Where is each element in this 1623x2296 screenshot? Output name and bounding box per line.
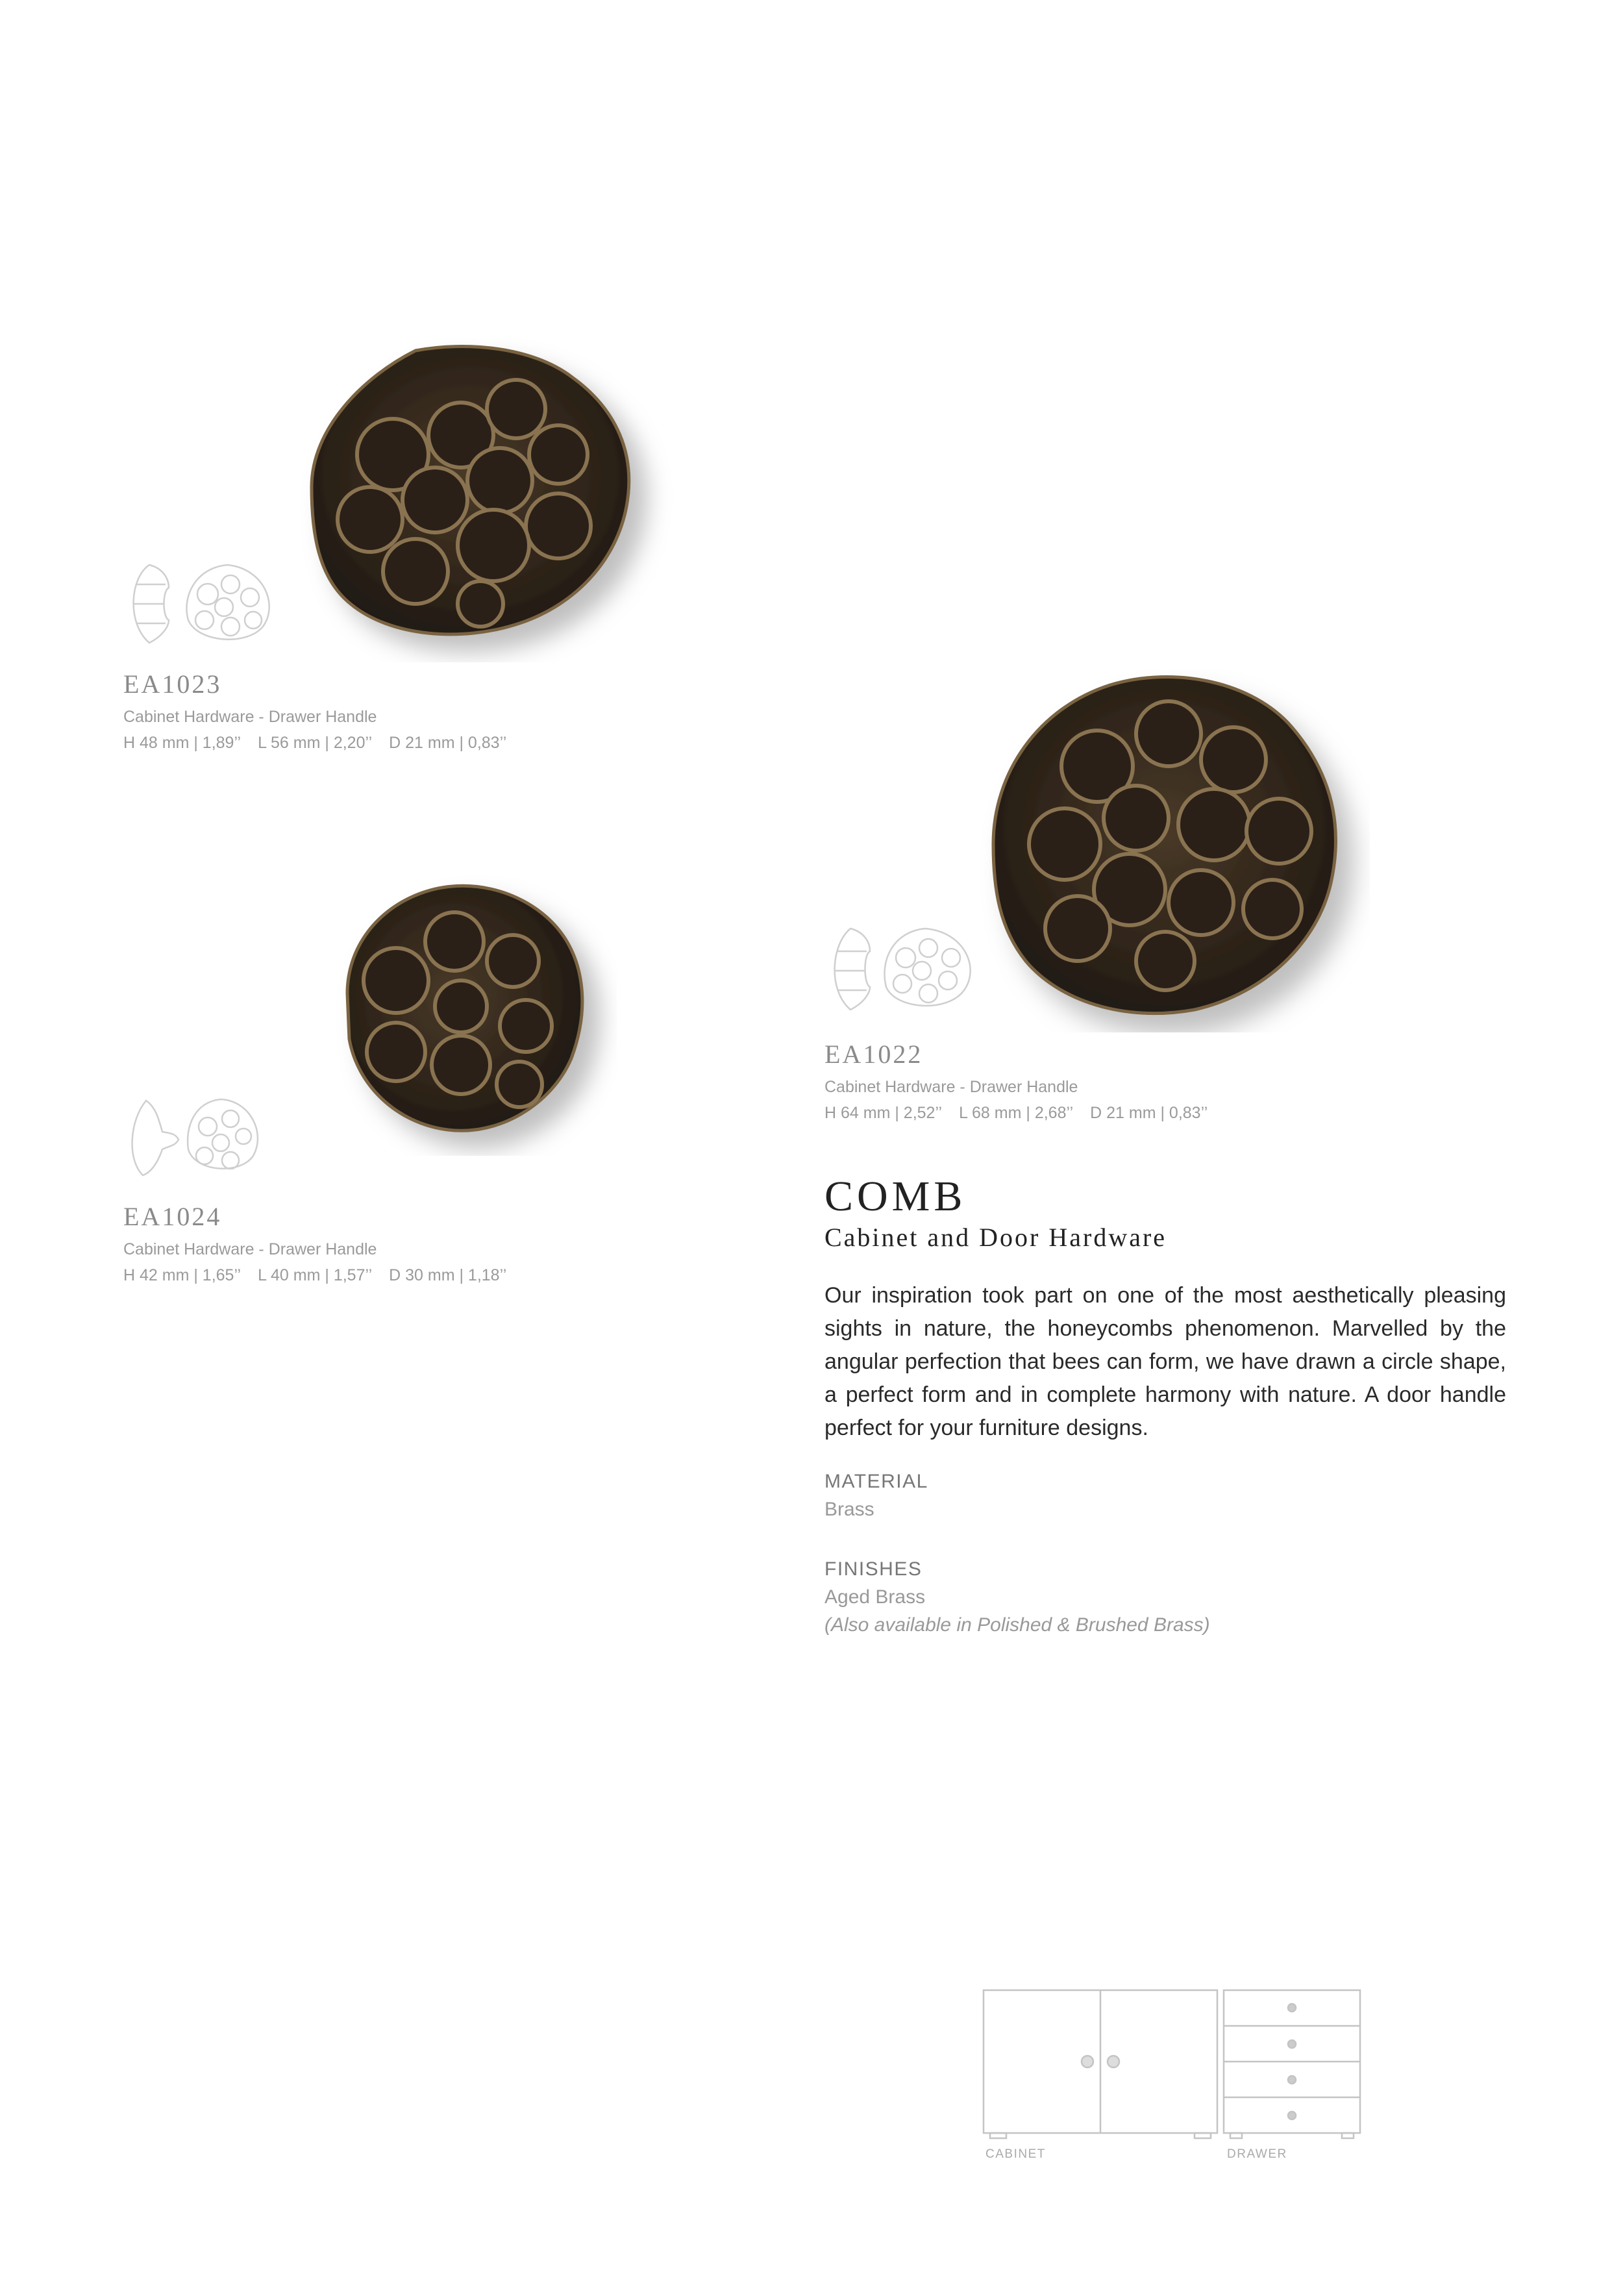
outline-drawing-ea1024-icon xyxy=(123,1094,260,1182)
dimension-depth: D 30 mm | 1,18’’ xyxy=(389,1266,507,1284)
finishes-label: FINISHES xyxy=(824,1558,923,1580)
finishes-note: (Also available in Polished & Brushed Brass) xyxy=(824,1614,1210,1636)
collection-description: Our inspiration took part on one of the most aesthetically pleasing sights in nature, the honeycombs phenomenon. Marvelled by the angular perfection that bees can form, we have drawn a circle shape, a perfect form and in complete harmony with nature. A door handle perfect for your furniture designs. xyxy=(824,1283,1506,1440)
dimension-length: L 56 mm | 2,20’’ xyxy=(258,734,373,752)
dimension-depth: D 21 mm | 0,83’’ xyxy=(389,734,507,752)
dimension-length: L 40 mm | 1,57’’ xyxy=(258,1266,373,1284)
collection-title: COMB xyxy=(824,1173,967,1220)
product-code: EA1023 xyxy=(123,669,222,699)
product-code: EA1022 xyxy=(824,1040,923,1069)
product-photo-ea1022 xyxy=(980,669,1370,1032)
product-dimensions xyxy=(123,734,523,753)
product-description: Cabinet Hardware - Drawer Handle xyxy=(123,1240,377,1258)
cabinet-label: CABINET xyxy=(985,2147,1046,2161)
dimension-depth: D 21 mm | 0,83’’ xyxy=(1090,1104,1208,1122)
product-description: Cabinet Hardware - Drawer Handle xyxy=(824,1078,1078,1096)
product-description: Cabinet Hardware - Drawer Handle xyxy=(123,708,377,726)
product-photo-ea1023 xyxy=(286,338,675,662)
dimension-height: H 48 mm | 1,89’’ xyxy=(123,734,242,752)
material-label: MATERIAL xyxy=(824,1471,928,1492)
product-dimensions xyxy=(824,1104,1224,1123)
product-dimensions xyxy=(123,1266,523,1285)
outline-drawing-ea1022-icon xyxy=(824,922,974,1019)
product-photo-ea1024 xyxy=(331,870,617,1156)
material-value: Brass xyxy=(824,1499,874,1520)
cabinet-diagram xyxy=(980,1987,1370,2146)
collection-subtitle: Cabinet and Door Hardware xyxy=(824,1223,1167,1252)
product-code: EA1024 xyxy=(123,1202,222,1231)
dimension-height: H 42 mm | 1,65’’ xyxy=(123,1266,242,1284)
dimension-height: H 64 mm | 2,52’’ xyxy=(824,1104,943,1122)
finishes-value: Aged Brass xyxy=(824,1586,926,1608)
dimension-length: L 68 mm | 2,68’’ xyxy=(959,1104,1074,1122)
outline-drawing-ea1023-icon xyxy=(123,558,273,653)
drawer-label: DRAWER xyxy=(1227,2147,1287,2161)
